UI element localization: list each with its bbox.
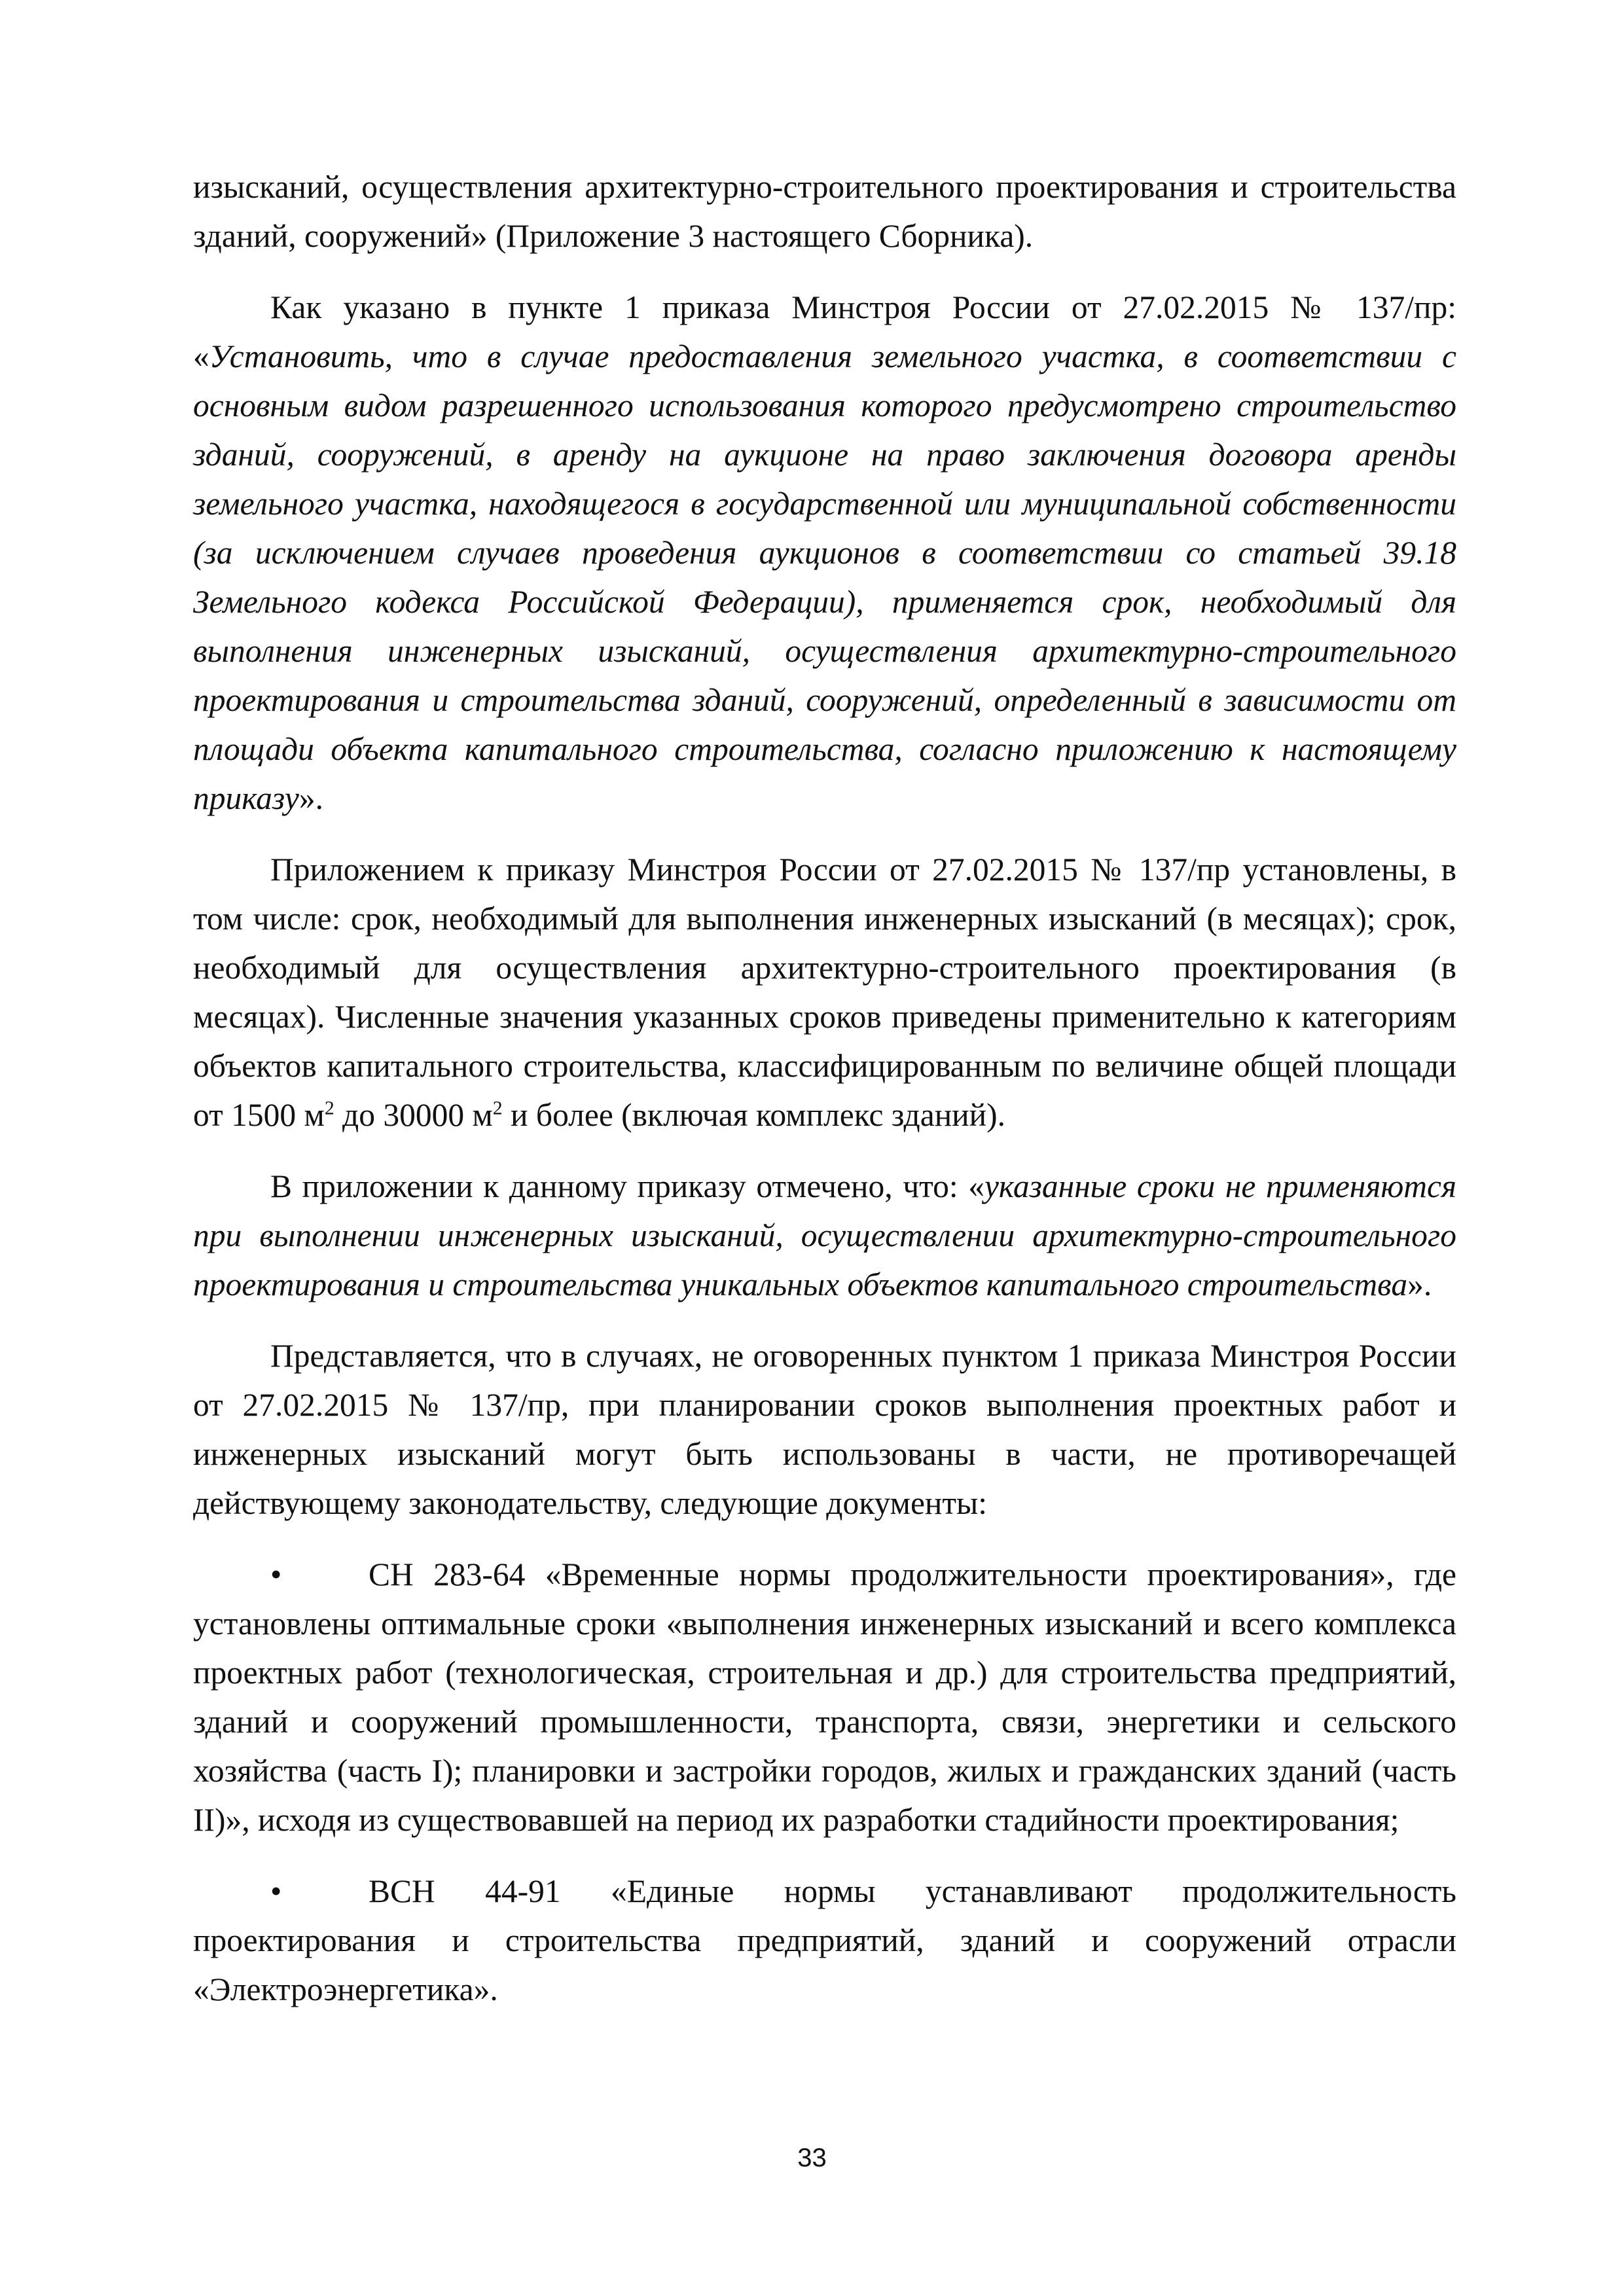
page-number: 33 (797, 2144, 827, 2172)
paragraph-note (193, 1162, 1456, 1309)
paragraph-order-quote (193, 283, 1456, 823)
bullet-icon: • (270, 1556, 282, 1592)
paragraph-text: до 30000 м (334, 1097, 493, 1133)
paragraph-documents-intro (193, 1331, 1456, 1528)
list-item-text: ВСН 44-91 «Единые нормы устанавливают продолжительность проектирования и строительства предприятий, зданий и сооружений отрасли «Электроэнергетика». (193, 1873, 1456, 2007)
paragraph-appendix (193, 845, 1456, 1139)
paragraph-text: изысканий, осуществления архитектурно-строительного проектирования и строительства зданий, сооружений» (Приложение 3 настоящего Сборника). (193, 169, 1456, 254)
superscript: 2 (492, 1098, 503, 1119)
quoted-text: указанные сроки не применяются при выполнении инженерных изысканий, осуществлении архитектурно-строительного проектирования и строительства уникальных объектов капитального строительства (193, 1168, 1456, 1302)
paragraph-lead: Как указано в пункте 1 приказа Минстроя России от 27.02.2015 № 137/пр: « (193, 289, 1456, 374)
paragraph-tail: ». (1407, 1266, 1432, 1302)
paragraph-continuation (193, 162, 1456, 260)
paragraph-text: Приложением к приказу Минстроя России от 27.02.2015 № 137/пр установлены, в том числе: срок, необходимый для выполнения инженерных изысканий (в месяцах); срок, необходимый для осуществления архитектурно-строительного проектирования (в месяцах). Численные значения указанных сроков приведены применительно к категориям объектов капитального строительства, классифицированным по величине общей площади от 1500 м (193, 852, 1456, 1133)
paragraph-tail: ». (298, 780, 323, 816)
list-item (193, 1550, 1456, 1844)
list-item (193, 1867, 1456, 2014)
list-item-text: СН 283-64 «Временные нормы продолжительности проектирования», где установлены оптимальные сроки «выполнения инженерных изысканий и всего комплекса проектных работ (технологическая, строительная и др.) для строительства предприятий, зданий и сооружений промышленности, транспорта, связи, энергетики и сельского хозяйства (часть I); планировки и застройки городов, жилых и гражданских зданий (часть II)», исходя из существовавшей на период их разработки стадийности проектирования; (193, 1556, 1456, 1838)
quoted-text: Установить, что в случае предоставления земельного участка, в соответствии с основным видом разрешенного использования которого предусмотрено строительство зданий, сооружений, в аренду на аукционе на право заключения договора аренды земельного участка, находящегося в государственной или муниципальной собственности (за исключением случаев проведения аукционов в соответствии со статьей 39.18 Земельного кодекса Российской Федерации), применяется срок, необходимый для выполнения инженерных изысканий, осуществления архитектурно-строительного проектирования и строительства зданий, сооружений, определенный в зависимости от площади объекта капитального строительства, согласно приложению к настоящему приказу (193, 338, 1456, 816)
paragraph-text: и более (включая комплекс зданий). (502, 1097, 1006, 1133)
body-text (193, 162, 1456, 2036)
paragraph-text: Представляется, что в случаях, не оговоренных пунктом 1 приказа Минстроя России от 27.02.2015 № 137/пр, при планировании сроков выполнения проектных работ и инженерных изысканий могут быть использованы в части, не противоречащей действующему законодательству, следующие документы: (193, 1338, 1456, 1521)
paragraph-lead: В приложении к данному приказу отмечено, что: « (270, 1168, 984, 1204)
bullet-icon: • (270, 1873, 282, 1909)
superscript: 2 (324, 1098, 334, 1119)
